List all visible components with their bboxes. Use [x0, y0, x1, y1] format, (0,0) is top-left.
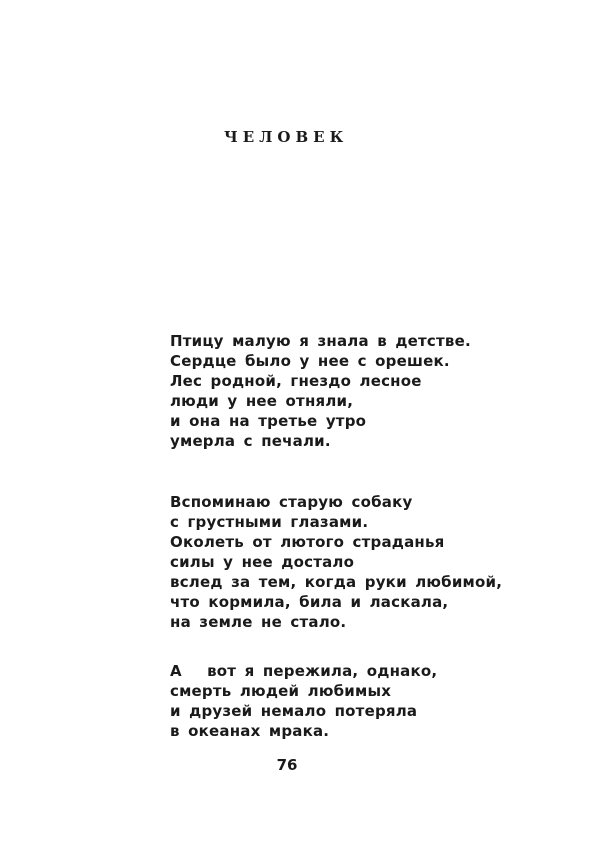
- poem-line: на земле не стало.: [170, 613, 347, 631]
- poem-line: Сердце было у нее с орешек.: [170, 352, 450, 370]
- stanza-2: [170, 492, 503, 632]
- poem-line: что кормила, била и ласкала,: [170, 593, 449, 611]
- poem-line: Птицу малую я знала в детстве.: [170, 332, 471, 350]
- poem-line: смерть людей любимых: [170, 682, 392, 700]
- stanza-1: [170, 331, 470, 451]
- poem-line: в океанах мрака.: [170, 722, 330, 740]
- stanza-3: [170, 661, 470, 741]
- poem-line: люди у нее отняли,: [170, 392, 354, 410]
- page-number: 76: [276, 756, 298, 774]
- poem-line: вслед за тем, когда руки любимой,: [170, 573, 503, 591]
- poem-line: Околеть от лютого страданья: [170, 533, 445, 551]
- poem-line: силы у нее достало: [170, 553, 355, 571]
- poem-line: и она на третье утро: [170, 412, 367, 430]
- poem-title: ЧЕЛОВЕК: [224, 128, 349, 146]
- poem-line: Лес родной, гнездо лесное: [170, 372, 422, 390]
- poem-line: и друзей немало потеряла: [170, 702, 418, 720]
- poem-line: А вот я пережила, однако,: [170, 662, 438, 680]
- poem-line: Вспоминаю старую собаку: [170, 493, 413, 511]
- poem-line: с грустными глазами.: [170, 513, 369, 531]
- poem-line: умерла с печали.: [170, 432, 331, 450]
